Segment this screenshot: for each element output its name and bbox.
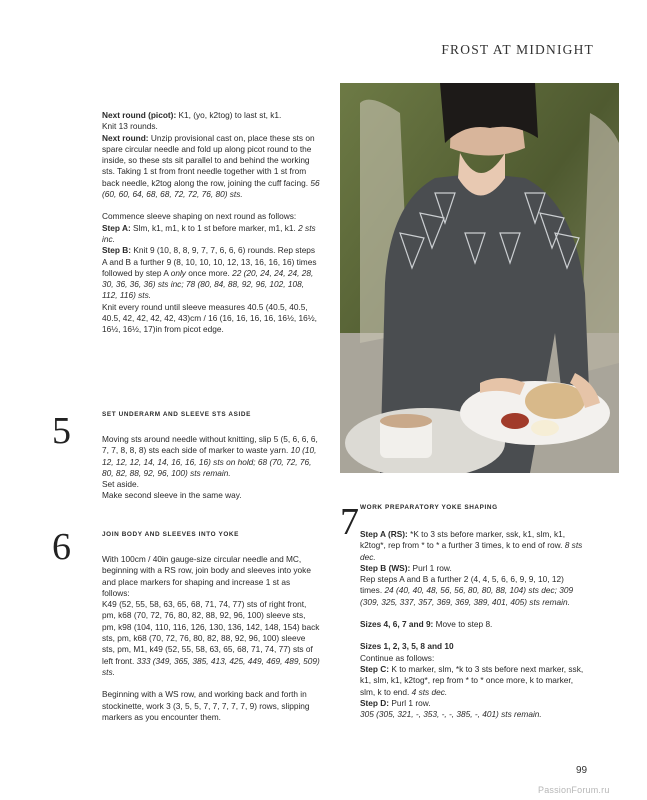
section-6-intro: With 100cm / 40in gauge-size circular needle and MC, beginning with a RS row, join body and sleeves into yoke and place markers for shaping and increase 1 st as follows: bbox=[102, 554, 311, 598]
knit-rounds-paragraph: Knit 13 rounds. bbox=[102, 121, 158, 132]
picot-paragraph: Next round (picot): K1, (yo, k2tog) to last st, k1. bbox=[102, 110, 282, 120]
photo-illustration bbox=[340, 83, 619, 473]
section-7-heading: WORK PREPARATORY YOKE SHAPING bbox=[360, 504, 498, 511]
page-number: 99 bbox=[576, 765, 588, 776]
sleeve-instructions bbox=[102, 110, 320, 336]
section-7-final: 305 (305, 321, -, 353, -, -, 385, -, 401) sts remain. bbox=[360, 709, 542, 720]
section-5-heading: SET UNDERARM AND SLEEVE STS ASIDE bbox=[102, 411, 251, 418]
make-second-text: Make second sleeve in the same way. bbox=[102, 490, 242, 501]
set-aside-text: Set aside. bbox=[102, 479, 139, 490]
commence-paragraph: Commence sleeve shaping on next round as follows: bbox=[102, 211, 297, 222]
section-7-step-b: Step B (WS): Purl 1 row. bbox=[360, 562, 452, 573]
section-5-body bbox=[102, 434, 320, 502]
running-header: FROST AT MIDNIGHT bbox=[441, 42, 594, 57]
section-7-repeat: Rep steps A and B a further 2 (4, 4, 5, 6, 6, 9, 9, 10, 12) times. 24 (40, 40, 48, 56, 56, 80, 80, 88, 104) sts dec; 309 (309, 325, 337, 357, 369, 369, 389, 401, 405) sts remain. bbox=[360, 574, 574, 607]
watermark: PassionForum.ru bbox=[538, 785, 610, 795]
section-5-text: Moving sts around needle without knitting, slip 5 (5, 6, 6, 6, 7, 7, 8, 8, 8) sts each side of marker to waste yarn. 10 (10, 12, 12, 12, 14, 14, 16, 16, 16) sts on hold; 68 (70, 72, 76, 80, 82, 88, 92, 96, 100) sts remain. bbox=[102, 434, 318, 478]
section-6-body bbox=[102, 554, 320, 723]
section-6-main: K49 (52, 55, 58, 63, 65, 68, 71, 74, 77) sts of right front, pm, k68 (70, 72, 76, 80, 82, 88, 92, 96, 100) sleeve sts, pm, k98 (104, 110, 116, 126, 130, 136, 142, 148, 154) back sts, pm, k68 (70, 72, 76, 80, 82, 88, 92, 96, 100) sleeve sts, pm, M1, k49 (52, 55, 58, 63, 65, 68, 71, 74, 77) sts of left front. 333 (349, 365, 385, 413, 425, 449, 469, 489, 509) sts. bbox=[102, 599, 320, 677]
step-b-paragraph: Step B: Knit 9 (10, 8, 8, 9, 7, 7, 6, 6, 6) rounds. Rep steps A and B a further 9 (8, 10, 10, 10, 12, 13, 16, 16, 16) times followed by step A only once more. 22 (20, 24, 24, 24, 28, 30, 36, 36, 36) sts inc; 78 (80, 84, 88, 92, 96, 102, 108, 112, 116) sts. bbox=[102, 245, 317, 301]
section-7-body bbox=[360, 529, 588, 720]
section-7-step-a: Step A (RS): *K to 3 sts before marker, ssk, k1, slm, k1, k2tog*, rep from * to * a further 3 times, k to end of row. 8 sts dec. bbox=[360, 529, 583, 562]
section-6-beginning: Beginning with a WS row, and working back and forth in stockinette, work 3 (3, 5, 5, 7, 7, 7, 7, 7, 9) rows, slipping markers as you encounter them. bbox=[102, 689, 310, 722]
sizes-move-paragraph: Sizes 4, 6, 7 and 9: Move to step 8. bbox=[360, 619, 493, 630]
step-a-paragraph: Step A: Slm, k1, m1, k to 1 st before marker, m1, k1. 2 sts inc. bbox=[102, 222, 316, 244]
continue-text: Continue as follows: bbox=[360, 652, 435, 663]
sizes-continue-label: Sizes 1, 2, 3, 5, 8 and 10 bbox=[360, 641, 454, 652]
section-7-step-d: Step D: Purl 1 row. bbox=[360, 697, 431, 708]
model-photo bbox=[340, 83, 619, 473]
section-5-number: 5 bbox=[52, 410, 71, 452]
section-6-number: 6 bbox=[52, 526, 71, 568]
section-7-step-c: Step C: K to marker, slm, *k to 3 sts before next marker, ssk, k1, slm, k1, k2tog*, rep from * to * once more, k to marker, slm, k to end. 4 sts dec. bbox=[360, 663, 584, 697]
next-round-paragraph: Next round: Unzip provisional cast on, place these sts on spare circular needle and fold up along picot round to the inside, so these sts sit parallel to and behind the working sts. Taking 1 st from front needle together with 1 st from back needle, k2tog along the row, joining the cuff facing. 56 (60, 60, 64, 68, 68, 72, 72, 76, 80) sts. bbox=[102, 132, 320, 200]
section-7-number: 7 bbox=[340, 501, 359, 543]
section-6-heading: JOIN BODY AND SLEEVES INTO YOKE bbox=[102, 531, 239, 538]
knit-every-paragraph: Knit every round until sleeve measures 40.5 (40.5, 40.5, 40.5, 42, 42, 42, 42, 43)cm / 16 (16, 16, 16, 16, 16½, 16½, 16½, 16½, 17)in from picot edge. bbox=[102, 301, 317, 335]
